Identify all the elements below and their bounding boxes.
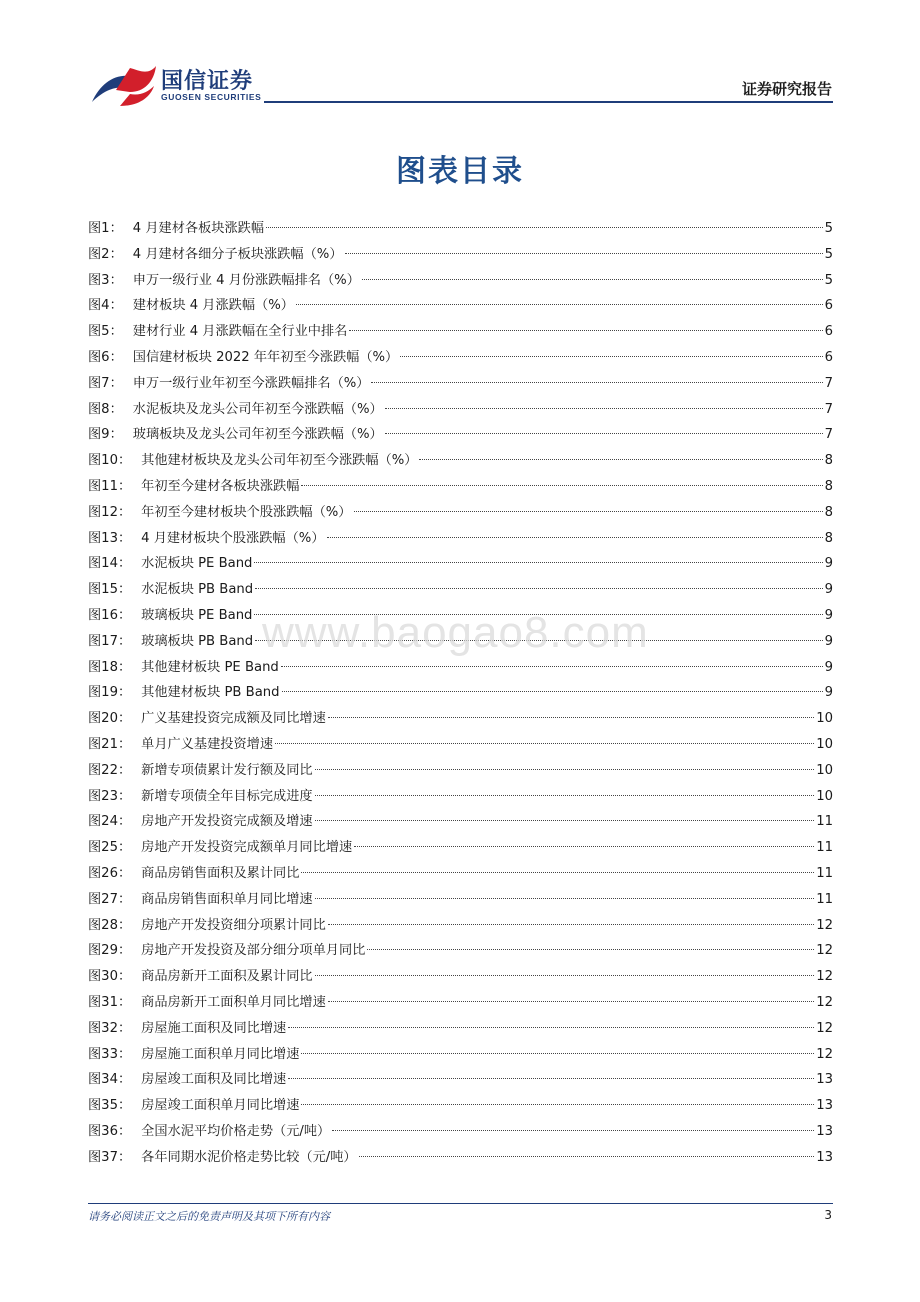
toc-dot-leader (315, 974, 815, 976)
toc-entry-page[interactable]: 9 (824, 607, 833, 623)
toc-entry-page[interactable]: 5 (824, 272, 833, 288)
toc-entry-number: 图21： (88, 736, 132, 752)
toc-entry-page[interactable]: 12 (816, 994, 833, 1010)
toc-entry-title[interactable]: 建材行业 4 月涨跌幅在全行业中排名 (132, 324, 348, 340)
toc-entry-title[interactable]: 年初至今建材各板块涨跌幅 (141, 478, 300, 494)
toc-entry-page[interactable]: 9 (824, 633, 833, 649)
logo-brand-cn: 国信证券 (161, 69, 254, 94)
toc-dot-leader (371, 381, 822, 383)
toc-entry[interactable] (88, 371, 833, 397)
toc-entry-title[interactable]: 新增专项债全年目标完成进度 (141, 788, 313, 804)
toc-entry-title[interactable]: 商品房销售面积及累计同比 (141, 865, 300, 881)
toc-dot-leader (385, 432, 823, 434)
toc-entry-page[interactable]: 13 (816, 1123, 833, 1139)
toc-entry[interactable] (88, 1042, 833, 1068)
toc-entry[interactable] (88, 1067, 833, 1093)
toc-entry-title[interactable]: 房地产开发投资及部分细分项单月同比 (141, 943, 366, 959)
toc-entry-title[interactable]: 4 月建材板块个股涨跌幅（%） (141, 530, 325, 546)
toc-entry[interactable] (88, 809, 833, 835)
toc-entry-title[interactable]: 房地产开发投资完成额单月同比增速 (141, 840, 353, 856)
toc-entry[interactable] (88, 448, 833, 474)
toc-dot-leader (315, 794, 815, 796)
toc-entry-number: 图9： (88, 427, 123, 443)
toc-entry-number: 图14： (88, 556, 132, 572)
toc-entry-number: 图24： (88, 814, 132, 830)
header-divider (264, 101, 833, 103)
toc-entry-title[interactable]: 新增专项债累计发行额及同比 (141, 762, 313, 778)
toc-dot-leader (288, 1026, 814, 1028)
toc-entry-title[interactable]: 玻璃板块 PE Band (141, 607, 253, 623)
toc-entry-number: 图20： (88, 711, 132, 727)
toc-entry[interactable] (88, 474, 833, 500)
toc-entry-number: 图8： (88, 401, 123, 417)
toc-entry-page[interactable]: 12 (816, 1020, 833, 1036)
toc-entry-title[interactable]: 房屋施工面积单月同比增速 (141, 1046, 300, 1062)
toc-entry[interactable] (88, 1093, 833, 1119)
toc-entry-page[interactable]: 10 (816, 762, 833, 778)
toc-entry-title[interactable]: 商品房新开工面积单月同比增速 (141, 994, 326, 1010)
toc-entry-number: 图22： (88, 762, 132, 778)
toc-entry-title[interactable]: 申万一级行业 4 月份涨跌幅排名（%） (132, 272, 360, 288)
toc-entry-page[interactable]: 5 (824, 246, 833, 262)
toc-entry-number: 图33： (88, 1046, 132, 1062)
toc-dot-leader (332, 1129, 814, 1131)
toc-entry-page[interactable]: 13 (816, 1149, 833, 1165)
toc-entry[interactable] (88, 758, 833, 784)
toc-entry-title[interactable]: 国信建材板块 2022 年年初至今涨跌幅（%） (132, 349, 399, 365)
toc-entry[interactable] (88, 887, 833, 913)
toc-entry[interactable] (88, 216, 833, 242)
toc-entry-number: 图34： (88, 1072, 132, 1088)
toc-dot-leader (385, 407, 823, 409)
toc-entry-number: 图7： (88, 375, 123, 391)
toc-entry[interactable] (88, 835, 833, 861)
toc-entry[interactable] (88, 500, 833, 526)
toc-entry-title[interactable]: 房屋竣工面积及同比增速 (141, 1072, 287, 1088)
toc-entry-title[interactable]: 全国水泥平均价格走势（元/吨） (141, 1123, 331, 1139)
toc-entry-number: 图3： (88, 272, 123, 288)
guosen-logo-icon (90, 62, 158, 108)
footer-disclaimer: 请务必阅读正文之后的免责声明及其项下所有内容 (88, 1210, 330, 1223)
toc-entry-number: 图37： (88, 1149, 132, 1165)
toc-dot-leader (327, 536, 823, 538)
toc-entry-number: 图26： (88, 865, 132, 881)
toc-entry-title[interactable]: 房地产开发投资完成额及增速 (141, 814, 313, 830)
toc-dot-leader (354, 845, 814, 847)
page-header (0, 0, 920, 110)
toc-entry-title[interactable]: 房屋竣工面积单月同比增速 (141, 1098, 300, 1114)
toc-entry-title[interactable]: 玻璃板块 PB Band (141, 633, 254, 649)
toc-entry-page[interactable]: 8 (824, 530, 833, 546)
toc-entry-number: 图29： (88, 943, 132, 959)
toc-dot-leader (315, 819, 815, 821)
toc-entry-page[interactable]: 11 (816, 840, 833, 856)
toc-entry-title[interactable]: 各年同期水泥价格走势比较（元/吨） (141, 1149, 357, 1165)
toc-entry-page[interactable]: 13 (816, 1072, 833, 1088)
toc-entry-number: 图1： (88, 221, 123, 236)
toc-entry-page[interactable]: 9 (824, 685, 833, 701)
toc-dot-leader (328, 923, 814, 925)
toc-entry-page[interactable]: 8 (824, 504, 833, 520)
toc-entry-page[interactable]: 12 (816, 1046, 833, 1062)
toc-entry[interactable] (88, 422, 833, 448)
toc-entry[interactable] (88, 319, 833, 345)
toc-entry-page[interactable]: 11 (816, 891, 833, 907)
toc-dot-leader (367, 948, 814, 950)
toc-entry-number: 图36： (88, 1123, 132, 1139)
toc-dot-leader (296, 303, 823, 305)
toc-entry-number: 图13： (88, 530, 132, 546)
toc-dot-leader (315, 897, 815, 899)
toc-dot-leader (275, 742, 814, 744)
toc-entry-title[interactable]: 水泥板块及龙头公司年初至今涨跌幅（%） (132, 401, 383, 417)
toc-entry-page[interactable]: 11 (816, 814, 833, 830)
toc-dot-leader (328, 1000, 814, 1002)
toc-entry[interactable] (88, 706, 833, 732)
toc-entry-number: 图23： (88, 788, 132, 804)
toc-entry-page[interactable]: 13 (816, 1098, 833, 1114)
toc-entry-page[interactable]: 10 (816, 736, 833, 752)
toc-entry-title[interactable]: 其他建材板块 PE Band (141, 659, 279, 675)
toc-entry-number: 图17： (88, 633, 132, 649)
toc-entry[interactable] (88, 397, 833, 423)
toc-entry-number: 图16： (88, 607, 132, 623)
toc-entry-title[interactable]: 其他建材板块 PB Band (141, 685, 280, 701)
toc-entry-number: 图19： (88, 685, 132, 701)
toc-entry-number: 图10： (88, 453, 132, 469)
toc-dot-leader (301, 871, 814, 873)
report-type-label: 证券研究报告 (741, 80, 832, 98)
watermark-text: www.baogao8.com (262, 608, 649, 657)
page-title: 图表目录 (396, 154, 524, 189)
toc-entry[interactable] (88, 345, 833, 371)
toc-entry-title[interactable]: 年初至今建材板块个股涨跌幅（%） (141, 504, 352, 520)
toc-entry[interactable] (88, 526, 833, 552)
toc-entry-number: 图15： (88, 582, 132, 598)
toc-dot-leader (359, 1155, 815, 1157)
toc-entry-title[interactable]: 商品房销售面积单月同比增速 (141, 891, 313, 907)
toc-entry-title[interactable]: 商品房新开工面积及累计同比 (141, 969, 313, 985)
toc-entry-page[interactable]: 12 (816, 969, 833, 985)
toc-entry-title[interactable]: 4 月建材各板块涨跌幅 (132, 221, 265, 236)
toc-entry-number: 图25： (88, 840, 132, 856)
toc-dot-leader (301, 1103, 814, 1105)
toc-entry[interactable] (88, 1016, 833, 1042)
toc-entry[interactable] (88, 990, 833, 1016)
toc-entry-title[interactable]: 水泥板块 PE Band (141, 556, 253, 572)
toc-entry-title[interactable]: 其他建材板块及龙头公司年初至今涨跌幅（%） (141, 453, 418, 469)
toc-entry-title[interactable]: 建材板块 4 月涨跌幅（%） (132, 298, 294, 314)
logo-brand-en: GUOSEN SECURITIES (161, 92, 262, 102)
page-number: 3 (824, 1208, 832, 1222)
toc-entry[interactable] (88, 861, 833, 887)
toc-entry-page[interactable]: 6 (824, 324, 833, 340)
toc-entry[interactable] (88, 913, 833, 939)
toc-entry-page[interactable]: 10 (816, 711, 833, 727)
figure-table-of-contents (88, 216, 833, 1170)
toc-entry-number: 图30： (88, 969, 132, 985)
toc-entry-number: 图4： (88, 298, 123, 314)
toc-entry-number: 图27： (88, 891, 132, 907)
toc-entry[interactable] (88, 293, 833, 319)
toc-entry-page[interactable]: 8 (824, 478, 833, 494)
toc-entry-number: 图18： (88, 659, 132, 675)
toc-entry-page[interactable]: 9 (824, 556, 833, 572)
toc-dot-leader (419, 458, 822, 460)
toc-entry[interactable] (88, 242, 833, 268)
toc-dot-leader (315, 768, 815, 770)
toc-dot-leader (281, 665, 823, 667)
toc-entry-title[interactable]: 申万一级行业年初至今涨跌幅排名（%） (132, 375, 370, 391)
toc-entry-number: 图11： (88, 478, 132, 494)
toc-entry-page[interactable]: 7 (824, 375, 833, 391)
toc-entry-title[interactable]: 水泥板块 PB Band (141, 582, 254, 598)
toc-dot-leader (328, 716, 814, 718)
toc-dot-leader (255, 587, 822, 589)
footer-divider (88, 1203, 833, 1204)
toc-entry[interactable] (88, 964, 833, 990)
toc-entry-title[interactable]: 房屋施工面积及同比增速 (141, 1020, 287, 1036)
toc-dot-leader (345, 252, 823, 254)
toc-entry-title[interactable]: 单月广义基建投资增速 (141, 736, 274, 752)
toc-entry-page[interactable]: 12 (816, 943, 833, 959)
toc-entry-title[interactable]: 广义基建投资完成额及同比增速 (141, 711, 326, 727)
toc-dot-leader (288, 1077, 814, 1079)
toc-entry[interactable] (88, 732, 833, 758)
toc-entry[interactable] (88, 268, 833, 294)
toc-dot-leader (349, 329, 822, 331)
toc-entry-number: 图31： (88, 994, 132, 1010)
toc-entry-page[interactable]: 12 (816, 917, 833, 933)
toc-entry-number: 图28： (88, 917, 132, 933)
toc-entry[interactable] (88, 655, 833, 681)
toc-entry[interactable] (88, 1119, 833, 1145)
toc-dot-leader (362, 278, 823, 280)
toc-entry-title[interactable]: 房地产开发投资细分项累计同比 (141, 917, 326, 933)
toc-entry-number: 图12： (88, 504, 132, 520)
toc-entry-number: 图6： (88, 349, 123, 365)
toc-entry[interactable] (88, 784, 833, 810)
toc-entry[interactable] (88, 577, 833, 603)
toc-dot-leader (354, 510, 823, 512)
toc-entry-title[interactable]: 玻璃板块及龙头公司年初至今涨跌幅（%） (132, 427, 383, 443)
toc-dot-leader (254, 561, 822, 563)
toc-entry-page[interactable]: 6 (824, 298, 833, 314)
toc-entry-page[interactable]: 5 (824, 221, 833, 236)
toc-entry-number: 图5： (88, 324, 123, 340)
toc-entry-page[interactable]: 8 (824, 453, 833, 469)
toc-entry[interactable] (88, 938, 833, 964)
toc-entry-page[interactable]: 9 (824, 582, 833, 598)
toc-entry-page[interactable]: 10 (816, 788, 833, 804)
toc-entry-title[interactable]: 4 月建材各细分子板块涨跌幅（%） (132, 246, 343, 262)
toc-entry-page[interactable]: 7 (824, 427, 833, 443)
toc-entry-number: 图32： (88, 1020, 132, 1036)
toc-dot-leader (301, 484, 822, 486)
toc-dot-leader (282, 690, 823, 692)
toc-dot-leader (301, 1052, 814, 1054)
toc-entry-page[interactable]: 6 (824, 349, 833, 365)
toc-entry[interactable] (88, 1145, 833, 1171)
toc-entry[interactable] (88, 551, 833, 577)
toc-entry-number: 图35： (88, 1098, 132, 1114)
toc-entry-page[interactable]: 11 (816, 865, 833, 881)
toc-dot-leader (266, 226, 823, 228)
toc-entry-page[interactable]: 9 (824, 659, 833, 675)
toc-entry-page[interactable]: 7 (824, 401, 833, 417)
toc-entry[interactable] (88, 680, 833, 706)
toc-dot-leader (400, 355, 822, 357)
toc-entry-number: 图2： (88, 246, 123, 262)
